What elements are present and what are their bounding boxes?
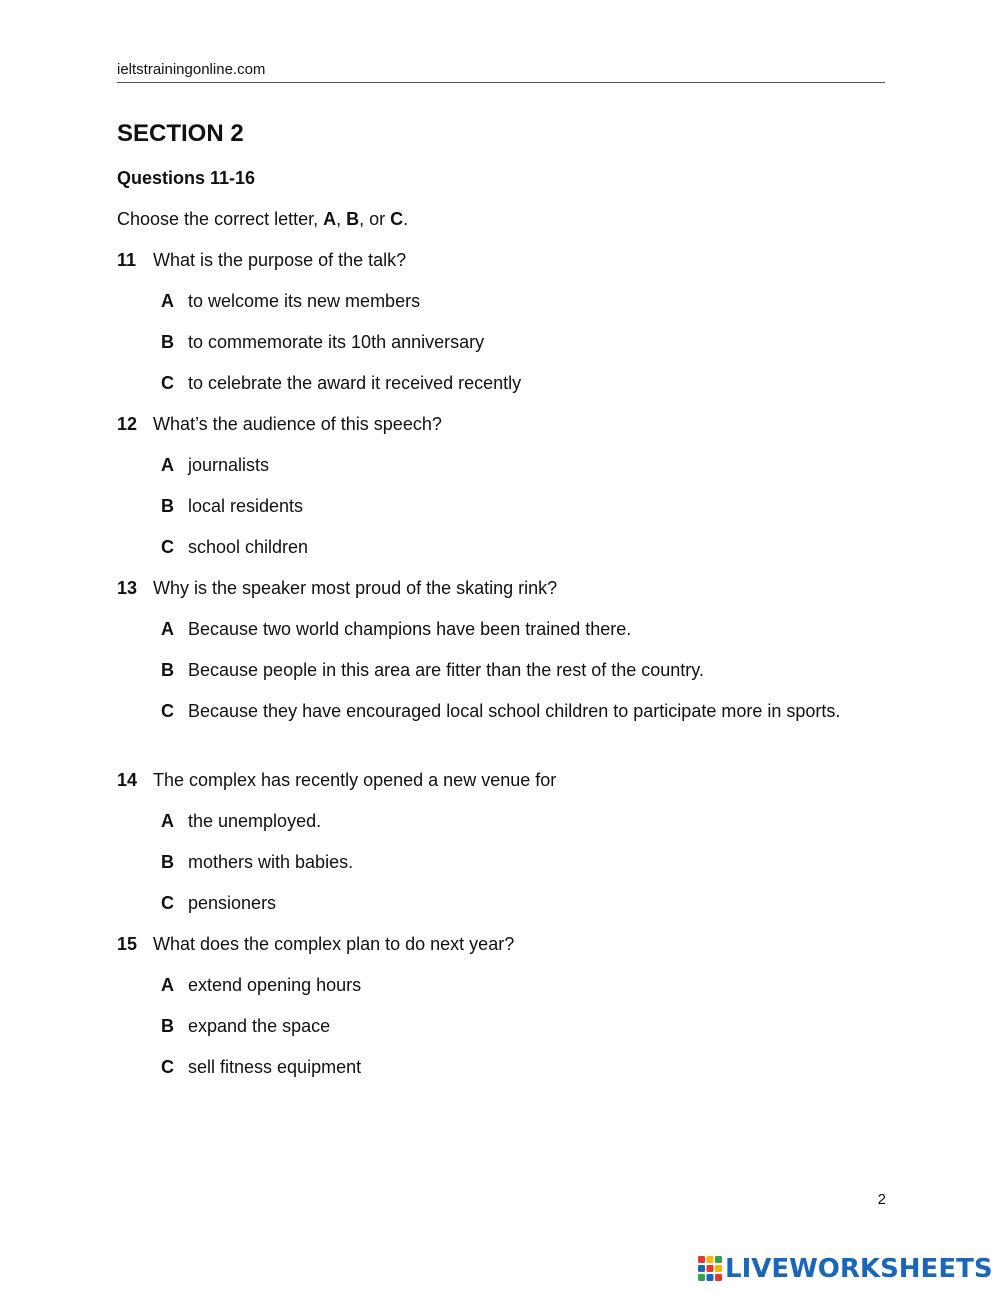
option-11-c[interactable] (161, 371, 521, 395)
option-13-c[interactable] (117, 697, 857, 725)
option-letter: A (161, 455, 174, 475)
option-text: local residents (188, 496, 304, 516)
option-12-b[interactable] (161, 494, 303, 518)
question-number: 13 (117, 578, 138, 598)
option-letter: C (161, 701, 174, 721)
option-text: extend opening hours (188, 975, 362, 995)
option-text: to commemorate its 10th anniversary (188, 332, 485, 352)
questions-heading: Questions 11-16 (117, 168, 256, 188)
option-letter: B (161, 332, 174, 352)
instruction (117, 207, 408, 231)
option-13-a[interactable] (161, 617, 631, 641)
question-15 (117, 932, 514, 956)
option-11-a[interactable] (161, 289, 420, 313)
option-letter: A (161, 975, 174, 995)
question-14 (117, 768, 556, 792)
question-number: 15 (117, 934, 138, 954)
option-letter: A (161, 619, 174, 639)
option-letter: A (161, 291, 174, 311)
option-text: the unemployed. (188, 811, 322, 831)
option-text: Because people in this area are fitter than the rest of the country. (188, 660, 704, 680)
question-13 (117, 576, 557, 600)
question-text: What is the purpose of the talk? (153, 250, 407, 270)
option-14-c[interactable] (161, 891, 276, 915)
question-number: 11 (117, 250, 137, 270)
question-text: Why is the speaker most proud of the skating rink? (153, 578, 558, 598)
option-letter: A (161, 811, 174, 831)
instruction-sep: . (403, 209, 409, 229)
instruction-sep: , or (359, 209, 391, 229)
option-text: pensioners (188, 893, 277, 913)
option-letter: B (161, 852, 174, 872)
section-title: SECTION 2 (117, 120, 244, 147)
option-text: school children (188, 537, 309, 557)
option-15-c[interactable] (161, 1055, 361, 1079)
option-text: to welcome its new members (188, 291, 421, 311)
option-letter: B (161, 496, 174, 516)
option-letter: C (161, 373, 174, 393)
liveworksheets-brand[interactable] (697, 1253, 993, 1285)
option-text: sell fitness equipment (188, 1057, 362, 1077)
option-letter: C (161, 1057, 174, 1077)
option-text: Because they have encouraged local school children to participate more in sports. (188, 701, 841, 721)
site-header: ieltstrainingonline.com (117, 60, 885, 83)
option-text: to celebrate the award it received recently (188, 373, 522, 393)
option-14-a[interactable] (161, 809, 321, 833)
option-text: expand the space (188, 1016, 331, 1036)
option-text: mothers with babies. (188, 852, 354, 872)
option-11-b[interactable] (161, 330, 484, 354)
option-13-b[interactable] (161, 658, 704, 682)
option-letter: C (161, 537, 174, 557)
instruction-sep: , (336, 209, 347, 229)
question-text: What’s the audience of this speech? (153, 414, 442, 434)
instruction-letter-c: C (390, 209, 404, 229)
option-text: journalists (188, 455, 270, 475)
question-text: The complex has recently opened a new venue for (153, 770, 557, 790)
brand-name: LIVEWORKSHEETS (725, 1254, 993, 1284)
question-12 (117, 412, 442, 436)
option-15-a[interactable] (161, 973, 361, 997)
option-letter: B (161, 660, 174, 680)
option-letter: C (161, 893, 174, 913)
instruction-text: Choose the correct letter, (117, 209, 324, 229)
instruction-letter-b: B (346, 209, 360, 229)
question-11 (117, 248, 406, 272)
option-14-b[interactable] (161, 850, 353, 874)
instruction-letter-a: A (323, 209, 337, 229)
option-letter: B (161, 1016, 174, 1036)
page-number: 2 (877, 1191, 886, 1208)
option-text: Because two world champions have been trained there. (188, 619, 632, 639)
option-15-b[interactable] (161, 1014, 330, 1038)
option-12-a[interactable] (161, 453, 269, 477)
question-text: What does the complex plan to do next year? (153, 934, 515, 954)
option-12-c[interactable] (161, 535, 308, 559)
question-number: 14 (117, 770, 138, 790)
question-number: 12 (117, 414, 138, 434)
liveworksheets-logo-icon (697, 1255, 723, 1283)
